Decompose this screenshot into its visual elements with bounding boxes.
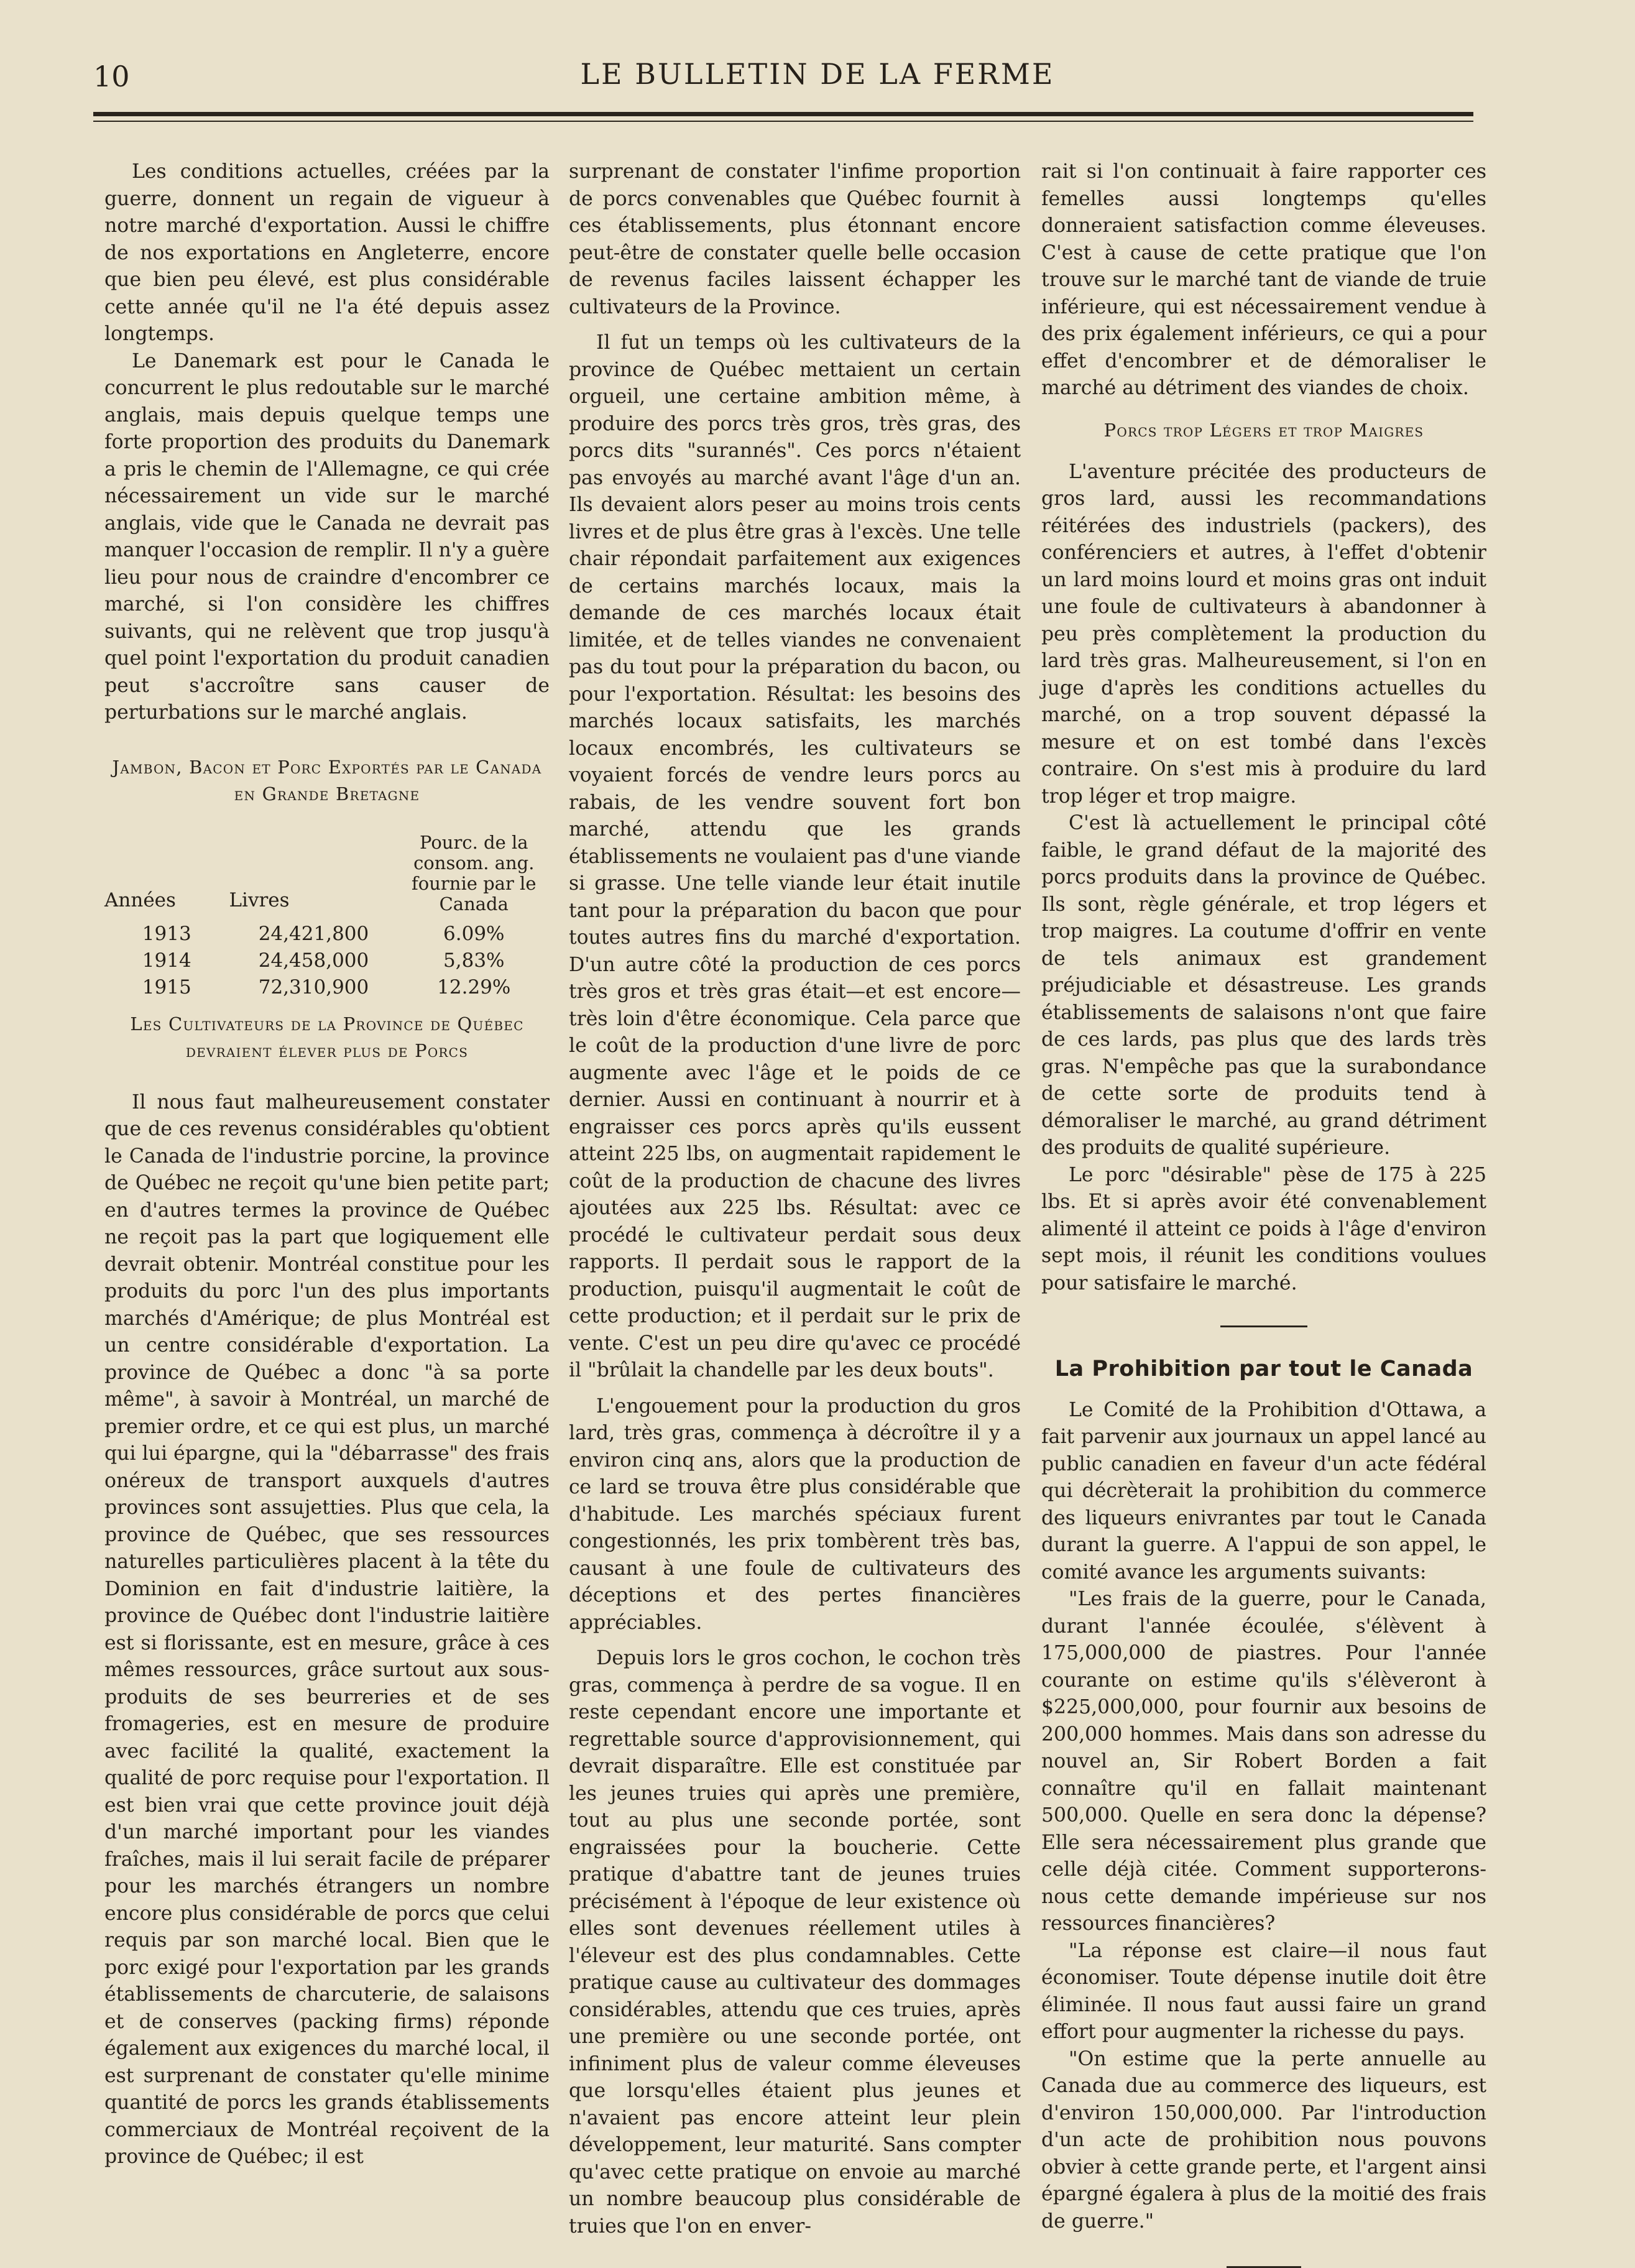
- table-row: [104, 947, 550, 974]
- section-heading-lean-pigs: Porcs trop Légers et trop Maigres: [1103, 419, 1424, 441]
- paragraph: rait si l'on continuait à faire rapporter ces femelles aussi longtemps qu'elles donneraient satisfaction comme éleveuses. C'est à cause de cette pratique que l'on trouve sur le marché tant de viande de truie inférieure, qui est nécessairement vendue à des prix également inférieurs, ce qui a pour effet d'encombrer et de démoraliser le marché au détriment des viandes de choix.: [1041, 160, 1486, 399]
- column-3: [1041, 159, 1486, 2268]
- table-header-row: [104, 832, 550, 921]
- article-divider: [1220, 1325, 1307, 1327]
- header-rule: [93, 112, 1473, 116]
- column-2: [569, 159, 1021, 2240]
- paragraph: "On estime que la perte annuelle au Canada due au commerce des liqueurs, est d'environ 150,000,000. Par l'introduction d'un acte de prohibition nous pouvons obvier à cette grande perte, et l'argent ainsi épargné égalera à plus de la moitié des frais de guerre.": [1041, 2047, 1486, 2233]
- paragraph: Le Danemark est pour le Canada le concurrent le plus redoutable sur le marché anglais, mais depuis quelque temps une forte proportion des produits du Danemark a pris le chemin de l'Allemagne, ce qui crée nécessairement un vide sur le marché anglais, vide que le Canada ne devrait pas manquer l'occasion de remplir. Il n'y a guère lieu pour nous de craindre d'encombrer ce marché, si l'on considère les chiffres suivants, qui ne relèvent que trop jusqu'à quel point l'exportation du produit canadien peut s'accroître sans causer de perturbations sur le marché anglais.: [104, 349, 550, 724]
- paragraph: Depuis lors le gros cochon, le cochon très gras, commença à perdre de sa vogue. Il en reste cependant encore une importante et regrettable source d'approvisionnement, qui devrait disparaître. Elle est constituée par les jeunes truies qui après une première, tout au plus une seconde portée, sont engraissées pour la boucherie. Cette pratique d'abattre tant de jeunes truies précisément à l'époque de leur existence où elles sont devenues réellement utiles à l'éleveur est des plus condamnables. Cette pratique cause au cultivateur des dommages considérables, attendu que ces truies, après une première ou une seconde portée, ont infiniment plus de valeur comme éleveuses que lorsqu'elles étaient plus jeunes et n'avaient pas encore atteint leur plein développement, leur maturité. Sans compter qu'avec cette pratique on envoie au marché un nombre beaucoup plus considérable de truies que l'on en enver-: [569, 1647, 1021, 2238]
- paragraph: Le Comité de la Prohibition d'Ottawa, a fait parvenir aux journaux un appel lancé au public canadien en faveur d'un acte fédéral qui décrèterait la prohibition du commerce des liqueurs enivrantes par tout le Canada durant la guerre. A l'appui de son appel, le comité avance les arguments suivants:: [1041, 1398, 1486, 1583]
- cell-percent: 5,83%: [443, 949, 505, 972]
- paragraph: Le porc "désirable" pèse de 175 à 225 lbs. Et si après avoir été convenablement alimenté il atteint ce poids à l'âge d'environ sept mois, il réunit les conditions voulues pour satisfaire le marché.: [1041, 1163, 1486, 1294]
- publication-title: LE BULLETIN DE LA FERME: [580, 57, 1055, 91]
- cell-pounds: 24,421,800: [258, 922, 369, 945]
- paragraph: C'est là actuellement le principal côté faible, le grand défaut de la majorité des porcs produits dans la province de Québec. Ils sont, règle générale, et trop légers et trop maigres. La coutume d'offrir en vente de tels animaux est grandement préjudiciable et désastreuse. Les grands établissements de salaisons n'ont que faire de ces lards, pas plus que des lards très gras. N'empêche pas que la surabondance de cette sorte de produits tend à démoraliser le marché, au grand détriment des produits de qualité supérieure.: [1041, 812, 1486, 1159]
- paragraph: surprenant de constater l'infime proportion de porcs convenables que Québec fournit à ces établissements, plus étonnant encore peut-être de constater quelle belle occasion de revenus faciles laissent échapper les cultivateurs de la Province.: [569, 160, 1021, 318]
- table-row: [104, 921, 550, 947]
- paragraph: Les conditions actuelles, créées par la guerre, donnent un regain de vigueur à notre marché d'exportation. Aussi le chiffre de nos exportations en Angleterre, encore que bien peu élevé, est plus considérable cette année qu'il ne l'a été depuis assez longtemps.: [104, 160, 550, 345]
- paragraph: "Les frais de la guerre, pour le Canada, durant l'année écoulée, s'élèvent à 175,000,000 de piastres. Pour l'année courante on estime qu'ils s'élèveront à $225,000,000, pour fournir aux besoins de 200,000 hommes. Mais dans son adresse du nouvel an, Sir Robert Borden a fait connaître qu'il en fallait maintenant 500,000. Quelle en sera donc la dépense? Elle sera nécessairement plus grande que celle déjà citée. Comment supporterons-nous cette demande impérieuse sur nos ressources financières?: [1041, 1588, 1486, 1935]
- page-number: 10: [93, 60, 130, 93]
- table-row: [104, 974, 550, 1001]
- header-rule-thin: [93, 121, 1473, 122]
- paragraph: L'engouement pour la production du gros lard, très gras, commença à décroître il y a environ cinq ans, alors que la production de ce lard se trouva être plus considérable que d'habitude. Les marchés spéciaux furent congestionnés, les prix tombèrent très bas, causant à une foule de cultivateurs des déceptions et des pertes financières appréciables.: [569, 1394, 1021, 1634]
- column-header-years: Années: [104, 889, 176, 911]
- cell-percent: 6.09%: [443, 922, 505, 945]
- cell-pounds: 24,458,000: [258, 949, 369, 972]
- column-1: [104, 159, 550, 2171]
- article-headline: La Prohibition par tout le Canada: [1054, 1357, 1473, 1381]
- paragraph: "La réponse est claire—il nous faut économiser. Toute dépense inutile doit être éliminée. Il nous faut aussi faire un grand effort pour augmenter la richesse du pays.: [1041, 1939, 1486, 2043]
- cell-percent: 12.29%: [437, 975, 511, 998]
- paragraph: Il fut un temps où les cultivateurs de la province de Québec mettaient un certain orgueil, une certaine ambition même, à produire des porcs très gros, très gras, des porcs dits "surannés". Ces porcs n'étaient pas envoyés au marché avant l'âge d'un an. Ils devaient alors peser au moins trois cents livres et de plus être gras à l'excès. Une telle chair répondait parfaitement aux exigences de certains marchés locaux, mais la demande de ces marchés locaux était limitée, et de telles viandes ne convenaient pas du tout pour la préparation du bacon, ou pour l'exportation. Résultat: les besoins des marchés locaux satisfaits, les marchés locaux encombrés, les cultivateurs se voyaient forcés de vendre leurs porcs au rabais, de les vendre souvent fort bon marché, attendu que les grands établissements ne voulaient pas d'une viande si grasse. Une telle viande leur était inutile tant pour la préparation du bacon que pour toutes autres fins du marché d'exportation. D'un autre côté la production de ces porcs très gros et très gras était—et est encore—très loin d'être économique. Cela parce que le coût de la production d'une livre de porc augmente avec l'âge et le poids de ce dernier. Aussi en continuant à nourrir et à engraisser ces porcs après qu'ils eussent atteint 225 lbs, on augmentait rapidement le coût de la production de chacune des livres ajoutées aux 225 lbs. Résultat: avec ce procédé le cultivateur perdait sous deux rapports. Il perdait sous le rapport de la production, puisqu'il augmentait le coût de cette production; et il perdait sur le prix de vente. C'est un peu dire qu'avec ce procédé il "brûlait la chandelle par les deux bouts".: [569, 331, 1021, 1381]
- cell-year: 1914: [142, 949, 191, 972]
- cell-year: 1915: [142, 975, 191, 998]
- paragraph: Il nous faut malheureusement constater que de ces revenus considérables qu'obtient le Canada de l'industrie porcine, la province de Québec ne reçoit qu'une bien petite part; en d'autres termes la province de Québec ne reçoit pas la part que logiquement elle devrait obtenir. Montréal constitue pour les produits du porc l'un des plus importants marchés d'Amérique; de plus Montréal est un centre considérable d'exportation. La province de Québec a donc "à sa porte même", à savoir à Montréal, un marché de premier ordre, et ce qui est plus, un marché qui lui épargne, qui la "débarrasse" des frais onéreux de transport auxquels d'autres provinces sont assujetties. Plus que cela, la province de Québec, que ses ressources naturelles particulières placent à la tête du Dominion en fait d'industrie laitière, la province de Québec dont l'industrie laitière est si florissante, est en mesure, grâce à ces mêmes ressources, grâce surtout aux sous-produits de ses beurreries et de ses fromageries, est en mesure de produire avec facilité la qualité, exactement la qualité de porc requise pour l'exportation. Il est bien vrai que cette province jouit déjà d'un marché important pour les viandes fraîches, mais il lui serait facile de préparer pour les marchés étrangers un nombre encore plus considérable de porcs que celui requis par son marché local. Bien que le porc exigé pour l'exportation par les grands établissements de charcuterie, de salaisons et de conserves (packing firms) réponde également aux exigences du marché local, il est surprenant de constater qu'elle minime quantité de porcs les grands établissements commerciaux de Montréal reçoivent de la province de Québec; il est: [104, 1090, 550, 2168]
- cell-pounds: 72,310,900: [258, 975, 369, 998]
- section-heading-quebec: Les Cultivateurs de la Province de Québec devraient élever plus de Porcs: [130, 1013, 524, 1061]
- column-header-percent: Pourc. de la consom. ang. fournie par le Canada: [412, 831, 537, 915]
- paragraph: L'aventure précitée des producteurs de gros lard, aussi les recommandations réitérées des industriels (packers), des conférenciers et autres, à l'effet d'obtenir un lard moins lourd et moins gras ont induit une foule de cultivateurs à abandonner à peu près complètement la production du lard très gras. Malheureusement, si l'on en juge d'après les conditions actuelles du marché, on a trop souvent dépassé la mesure et on est tombé dans l'excès contraire. On s'est mis à produire du lard trop léger et trop maigre.: [1041, 460, 1486, 808]
- exports-table: [104, 832, 550, 1001]
- cell-year: 1913: [142, 922, 191, 945]
- section-heading-exports: Jambon, Bacon et Porc Exportés par le Canada en Grande Bretagne: [112, 756, 542, 804]
- column-header-pounds: Livres: [229, 889, 290, 911]
